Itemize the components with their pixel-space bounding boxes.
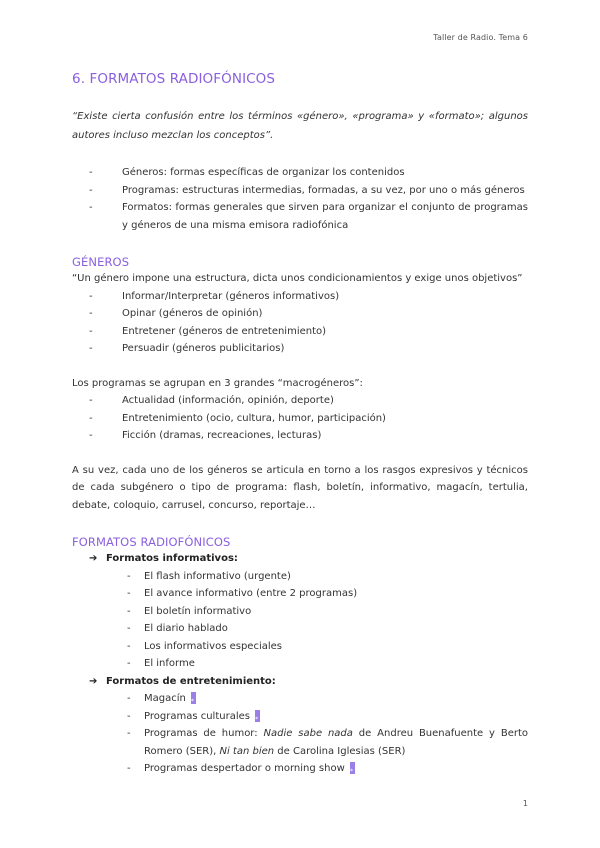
dash-bullet: - (89, 325, 93, 337)
dash-bullet: - (89, 412, 93, 424)
arrow-right-icon: ➔ (89, 553, 98, 564)
entretenimiento-list (72, 690, 528, 778)
highlight-mark: * (191, 698, 195, 705)
dash-bullet: - (89, 167, 93, 178)
list-item (72, 427, 528, 445)
page-number: 1 (522, 799, 528, 808)
list-item (72, 568, 528, 586)
dash-bullet: - (127, 640, 131, 652)
generos-quote: “Un género impone una estructura, dicta unos condicionamientos y exige unos objetivos” (72, 273, 523, 284)
generos-heading: GÉNEROS (72, 255, 130, 269)
list-item (72, 410, 528, 428)
dash-bullet: - (127, 693, 131, 704)
dash-bullet: - (127, 728, 131, 739)
list-item (72, 603, 528, 621)
dash-bullet: - (127, 710, 131, 722)
group-label: Formatos de entretenimiento: (106, 675, 276, 687)
list-item-text: Actualidad (información, opinión, deporte) (122, 395, 334, 406)
list-item (72, 164, 528, 182)
list-item-text: Formatos: formas generales que sirven para organizar el conjunto de programas y géneros de una misma emisora radiofónica (122, 202, 528, 231)
list-item (72, 690, 528, 708)
list-item-text: Entretener (géneros de entretenimiento) (122, 325, 327, 337)
list-item-text: El informe (144, 658, 195, 669)
list-item (72, 655, 528, 673)
list-item-text: El flash informativo (urgente) (144, 570, 291, 582)
arrow-right-icon: ➔ (89, 675, 98, 687)
list-item-text: Entretenimiento (ocio, cultura, humor, participación) (122, 412, 386, 424)
dash-bullet: - (127, 763, 131, 774)
list-item (72, 323, 528, 341)
list-item (72, 340, 528, 358)
humor-prefix: Programas de humor: (144, 728, 264, 739)
dash-bullet: - (127, 605, 131, 617)
highlight-mark: * (255, 715, 259, 723)
list-item (72, 638, 528, 656)
formatos-entretenimiento-label (72, 673, 528, 691)
list-item-text: El avance informativo (entre 2 programas) (144, 588, 358, 599)
list-item (72, 725, 528, 760)
definitions-list (72, 164, 528, 234)
list-item (72, 182, 528, 200)
macrogeneros-list (72, 392, 528, 445)
list-item-text: Programas culturales (144, 710, 250, 722)
dash-bullet: - (89, 395, 93, 406)
page-header: Taller de Radio. Tema 6 (433, 33, 528, 42)
generos-closing: A su vez, cada uno de los géneros se articula en torno a los rasgos expresivos y técnicos de cada subgénero o tipo de programa: flash, boletín, informativo, magacín, tertulia, debate, coloquio, carrusel, concurso, reportaje… (72, 464, 528, 511)
informativos-list (72, 568, 528, 673)
formatos-heading: FORMATOS RADIOFÓNICOS (72, 535, 231, 549)
list-item-text: El boletín informativo (144, 605, 252, 617)
dash-bullet: - (89, 343, 93, 354)
list-item (72, 585, 528, 603)
intro-quote: “Existe cierta confusión entre los términos «género», «programa» y «formato»; algunos autores incluso mezclan los conceptos”. (72, 111, 528, 141)
list-item (72, 760, 528, 778)
show-title: Ni tan bien (219, 745, 275, 757)
list-item-text: Informar/Interpretar (géneros informativos) (122, 290, 340, 302)
list-item-text: El diario hablado (144, 623, 228, 634)
list-item-text: Los informativos especiales (144, 640, 282, 652)
list-item (72, 392, 528, 410)
list-item-text: Opinar (géneros de opinión) (122, 308, 263, 319)
list-item-text: Géneros: formas específicas de organizar los contenidos (122, 167, 405, 178)
list-item (72, 199, 528, 234)
show-title: Nadie sabe nada (263, 728, 353, 739)
list-item-text: Programas despertador o morning show (144, 763, 345, 774)
list-item (72, 620, 528, 638)
list-item-text (144, 728, 528, 757)
humor-credits: de Carolina Iglesias (SER) (274, 745, 406, 757)
dash-bullet: - (89, 430, 93, 441)
group-label: Formatos informativos: (106, 553, 238, 564)
dash-bullet: - (89, 184, 93, 196)
dash-bullet: - (127, 570, 131, 582)
dash-bullet: - (127, 658, 131, 669)
humor-credits: de Andreu Buenafuente y Berto Romero (SER), (144, 728, 529, 757)
list-item (72, 708, 528, 726)
highlight-mark: * (349, 768, 353, 775)
dash-bullet: - (127, 623, 131, 634)
dash-bullet: - (89, 308, 93, 319)
list-item-text: Programas: estructuras intermedias, formadas, a su vez, por uno o más géneros (122, 184, 525, 196)
list-item-text: Ficción (dramas, recreaciones, lecturas) (122, 430, 322, 441)
list-item-text: Persuadir (géneros publicitarios) (122, 343, 285, 354)
macrogeneros-intro: Los programas se agrupan en 3 grandes “macrogéneros”: (72, 377, 363, 389)
comment-highlight-marker[interactable] (350, 762, 355, 774)
comment-highlight-marker[interactable] (255, 710, 260, 722)
dash-bullet: - (89, 202, 93, 213)
generos-list (72, 288, 528, 358)
dash-bullet: - (127, 588, 131, 599)
dash-bullet: - (89, 290, 93, 302)
list-item (72, 305, 528, 323)
formatos-informativos-label (72, 550, 528, 568)
list-item (72, 288, 528, 306)
section-title: 6. FORMATOS RADIOFÓNICOS (72, 71, 276, 87)
comment-highlight-marker[interactable] (191, 692, 196, 704)
list-item-text: Magacín (144, 693, 186, 704)
page-content (72, 71, 528, 778)
